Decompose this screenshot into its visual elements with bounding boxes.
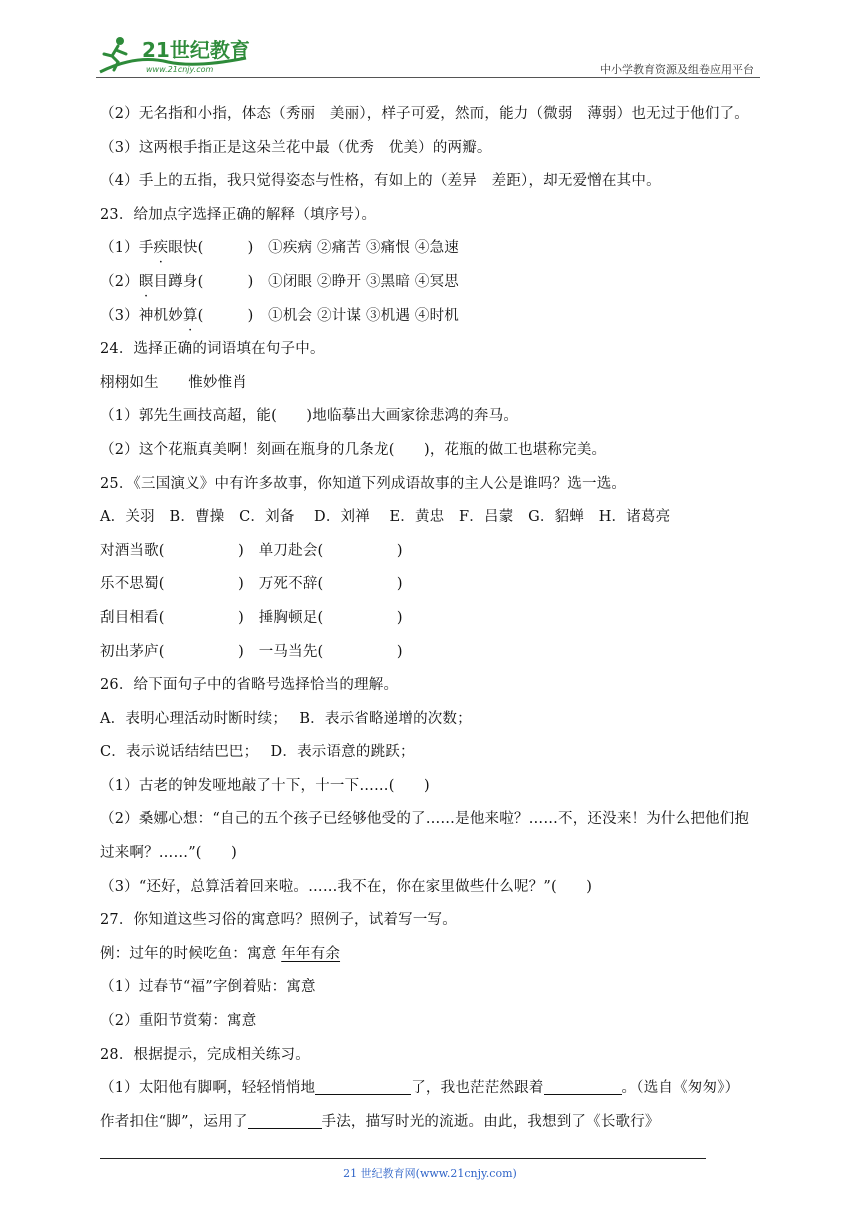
header-divider	[96, 77, 760, 78]
q28-item-1: （1）太阳他有脚啊，轻轻悄悄地 了，我也茫茫然跟着 。（选自《匆匆》）	[100, 1080, 740, 1097]
q26-item-1: （1）古老的钟发哑地敲了十下，十一下……( )	[100, 777, 430, 794]
q23-item-1: （1）手疾眼快( ) ①疾病 ②痛苦 ③痛恨 ④急速	[100, 240, 459, 257]
q23-item-3: （3）神机妙算( ) ①机会 ②计谋 ③机遇 ④时机	[100, 307, 459, 324]
q25-row-2: 乐不思蜀( ) 万死不辞( )	[100, 576, 403, 593]
q27-title: 27．你知道这些习俗的寓意吗？照例子，试着写一写。	[100, 912, 457, 929]
answer-blank[interactable]	[248, 1112, 322, 1129]
q22-item-3: （3）这两根手指正是这朵兰花中最（优秀 优美）的两瓣。	[100, 139, 492, 156]
q23-title: 23．给加点字选择正确的解释（填序号）。	[100, 206, 377, 223]
answer-blank[interactable]	[544, 1078, 622, 1095]
q23-item-2: （2）瞑目蹲身( ) ①闭眼 ②睁开 ③黑暗 ④冥思	[100, 273, 459, 290]
q25-row-1: 对酒当歌( ) 单刀赴会( )	[100, 542, 403, 559]
q27-item-2: （2）重阳节赏菊：寓意	[100, 1013, 257, 1030]
example-answer: 年年有余	[281, 945, 341, 962]
21cnjy-logo	[96, 32, 266, 78]
logo-text: 21世纪教育	[142, 38, 250, 62]
q27-item-1: （1）过春节“福”字倒着贴：寓意	[100, 979, 316, 996]
dotted-char: 瞑	[138, 273, 154, 290]
q25-title: 25．《三国演义》中有许多故事，你知道下列成语故事的主人公是谁吗？选一选。	[100, 475, 627, 492]
q24-options: 栩栩如生 惟妙惟肖	[100, 374, 247, 391]
q28-item-1-cont: 作者扣住“脚”，运用了 手法，描写时光的流逝。由此，我想到了《长歌行》	[100, 1113, 660, 1130]
dotted-char: 疾	[153, 240, 169, 257]
q26-item-2-cont: 过来啊？……”( )	[100, 845, 237, 862]
page-header	[96, 32, 760, 78]
logo-url: www.21cnjy.com	[146, 65, 214, 74]
q26-options-cd: C．表示说话结结巴巴； D．表示语意的跳跃；	[100, 744, 415, 761]
document-body	[100, 98, 768, 1139]
q26-item-2: （2）桑娜心想：“自己的五个孩子已经够他受的了……是他来啦？……不，还没来！为什么把他们抱	[100, 811, 750, 828]
footer-link[interactable]: 21 世纪教育网(www.21cnjy.com)	[343, 1167, 517, 1180]
platform-name: 中小学教育资源及组卷应用平台	[600, 63, 754, 76]
answer-blank[interactable]	[315, 1078, 411, 1095]
q25-row-4: 初出茅庐( ) 一马当先( )	[100, 643, 403, 660]
q26-title: 26．给下面句子中的省略号选择恰当的理解。	[100, 677, 399, 694]
q24-item-1: （1）郭先生画技高超，能( )地临摹出大画家徐悲鸿的奔马。	[100, 408, 519, 425]
q24-item-2: （2）这个花瓶真美啊！刻画在瓶身的几条龙( )，花瓶的做工也堪称完美。	[100, 441, 607, 458]
q25-options: A．关羽 B．曹操 C．刘备 D．刘禅 E．黄忠 F．吕蒙 G．貂蝉 H．诸葛亮	[100, 509, 671, 526]
q22-item-2: （2）无名指和小指，体态（秀丽 美丽），样子可爱，然而，能力（微弱 薄弱）也无过于他们了。	[100, 106, 749, 122]
dotted-char: 算	[182, 307, 198, 324]
q26-options-ab: A．表明心理活动时断时续； B．表示省略递增的次数；	[100, 710, 472, 727]
q24-title: 24．选择正确的词语填在句子中。	[100, 341, 325, 358]
q28-title: 28．根据提示，完成相关练习。	[100, 1046, 310, 1063]
q26-item-3: （3）“还好，总算活着回来啦。……我不在，你在家里做些什么呢？”( )	[100, 878, 593, 895]
q22-item-4: （4）手上的五指，我只觉得姿态与性格，有如上的（差异 差距），却无爱憎在其中。	[100, 173, 661, 190]
q25-row-3: 刮目相看( ) 捶胸顿足( )	[100, 609, 403, 626]
q27-example: 例：过年的时候吃鱼：寓意 年年有余	[100, 945, 341, 962]
footer-divider	[100, 1158, 706, 1159]
